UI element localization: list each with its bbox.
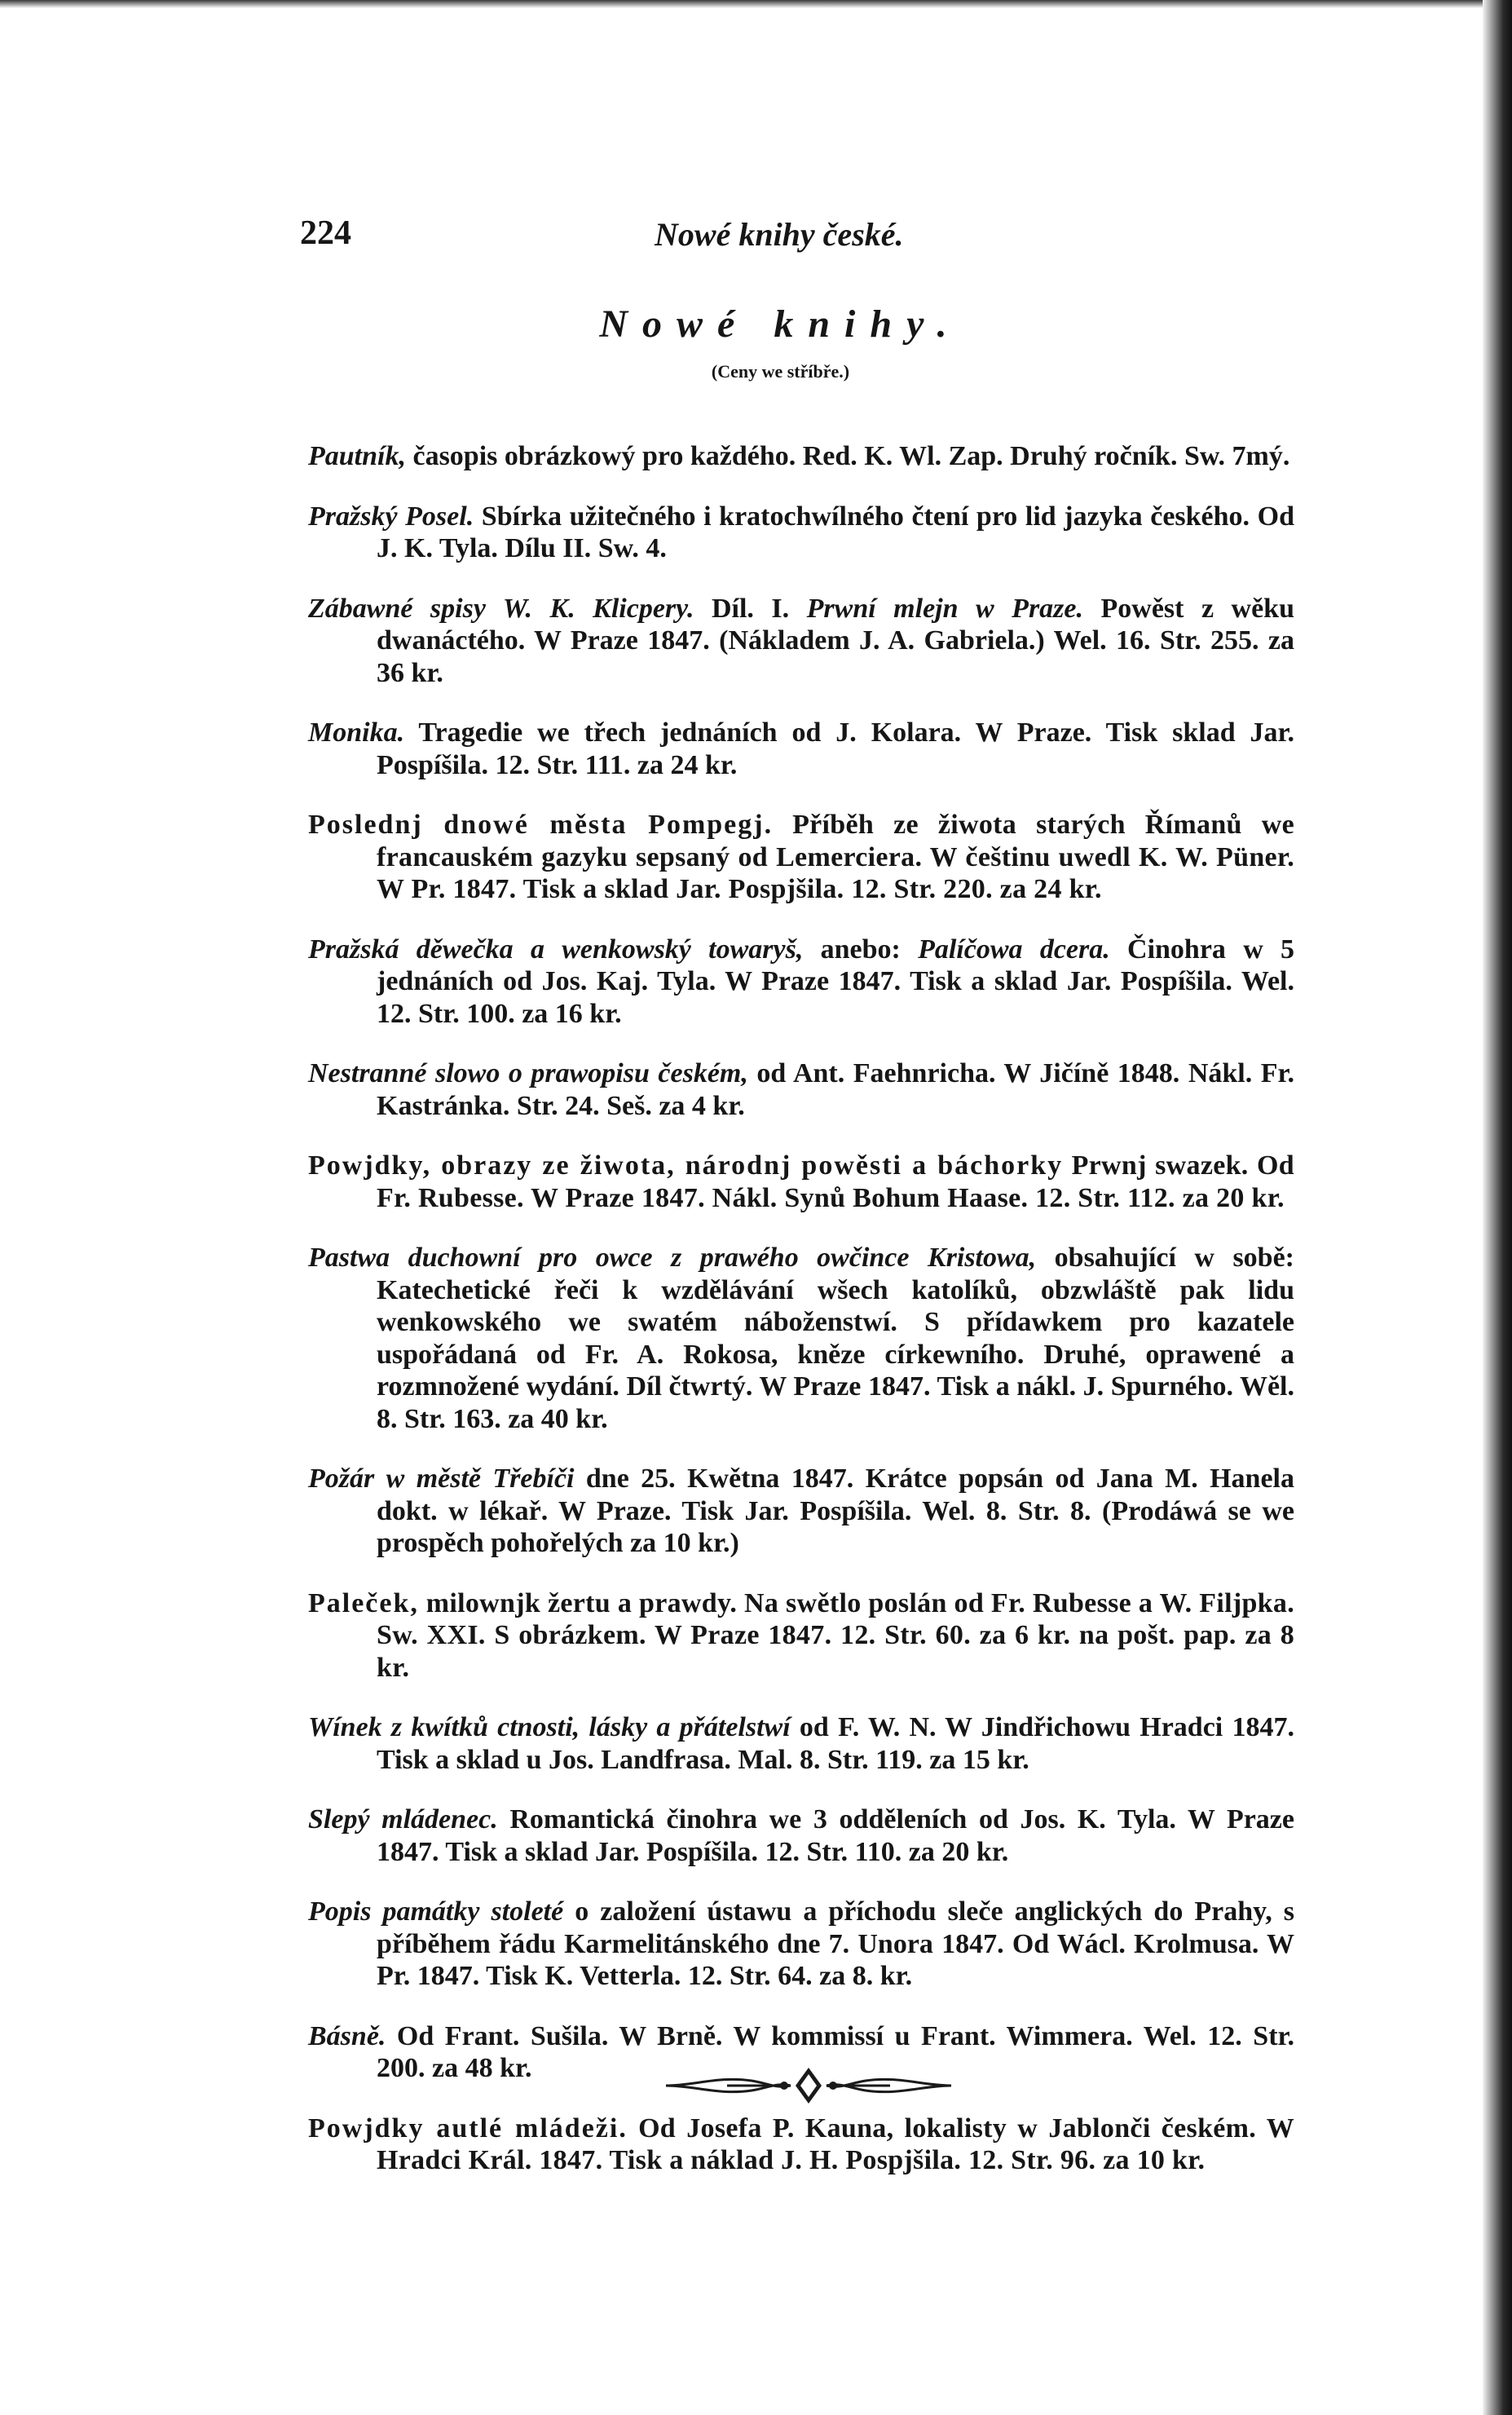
book-title: Powjdky, obrazy ze žiwota, národnj powěsti a báchorky (308, 1150, 1064, 1181)
book-entry (308, 501, 1294, 565)
book-entry (308, 1587, 1294, 1684)
book-details: Prwnj swazek. Od Fr. Rubesse. W Praze 1847. Nákl. Synů Bohum Haase. 12. Str. 112. za 20 kr. (377, 1150, 1294, 1213)
book-entry (308, 934, 1294, 1031)
book-details: Tragedie we třech jednáních od J. Kolara. W Praze. Tisk sklad Jar. Pospíšila. 12. Str. 111. za 24 kr. (377, 717, 1294, 780)
book-details: Romantická činohra we 3 odděleních od Jos. K. Tyla. W Praze 1847. Tisk a sklad Jar. Pospíšila. 12. Str. 110. za 20 kr. (377, 1804, 1294, 1867)
section-title: Nowé knihy. (599, 302, 962, 346)
book-details: Příběh ze žiwota starých Římanů we francauském gazyku sepsaný od Lemerciera. W češtinu uwedl K. W. Püner. W Pr. 1847. Tisk a sklad Jar. Pospjšila. 12. Str. 220. za 24 kr. (377, 810, 1294, 904)
book-title: Pražská děwečka a wenkowský towaryš, (308, 934, 804, 965)
book-entry (308, 440, 1294, 473)
book-title: Zábawné spisy W. K. Klicpery. (308, 593, 694, 624)
book-details: od F. W. N. W Jindřichowu Hradci 1847. Tisk a sklad u Jos. Landfrasa. Mal. 8. Str. 119. za 15 kr. (377, 1712, 1294, 1775)
book-details: od Ant. Faehnricha. W Jičíně 1848. Nákl. Fr. Kastránka. Str. 24. Seš. za 4 kr. (377, 1058, 1295, 1121)
book-title: Monika. (308, 717, 405, 748)
book-title: Básně. (308, 2020, 386, 2051)
book-title: Powjdky autlé mládeži. (308, 2113, 628, 2143)
book-entry (308, 1804, 1294, 1868)
book-subtitle: Palíčowa dcera. (918, 934, 1110, 965)
book-entry (308, 1242, 1294, 1435)
book-entry (308, 717, 1294, 781)
book-entry (308, 593, 1294, 690)
book-title: Pražský Posel. (308, 501, 474, 532)
book-entry (308, 1463, 1294, 1560)
book-title: Popis památky stoleté (308, 1896, 564, 1927)
book-title: Slepý mládenec. (308, 1804, 498, 1834)
book-details: anebo: (803, 934, 919, 965)
book-title: Požár w městě Třebíči (308, 1464, 575, 1494)
book-entry (308, 809, 1294, 906)
book-details-continued: Činohra w 5 jednáních od Jos. Kaj. Tyla. W Praze 1847. Tisk a sklad Jar. Pospíšila. Wel. 12. Str. 100. za 16 kr. (377, 934, 1295, 1029)
book-title: Paleček, (308, 1587, 419, 1618)
prices-note: (Ceny we stříbře.) (711, 361, 850, 382)
book-details: časopis obrázkowý pro každého. Red. K. Wl. Zap. Druhý ročník. Sw. 7mý. (405, 441, 1290, 471)
book-title: Pautník, (308, 441, 406, 471)
book-entry (308, 2113, 1294, 2177)
book-subtitle: Prwní mlejn w Praze. (806, 593, 1083, 624)
book-title: Nestranné slowo o prawopisu českém, (308, 1058, 748, 1088)
book-details: Od Josefa P. Kauna, lokalisty w Jablonči českém. W Hradci Král. 1847. Tisk a náklad J. H. Pospjšila. 12. Str. 96. za 10 kr. (377, 2113, 1294, 2175)
book-details: obsahující w sobě: Katechetické řeči k wzdělávání wšech katolíků, obzwláště pak lidu wenkowského we swatém náboženstwí. S přídawkem pro kazatele uspořádaná od Fr. A. Rokosa, kněze církewního. Druhé, oprawené a rozmnožené wydání. Díl čtwrtý. W Praze 1847. Tisk a nákl. J. Spurného. Wěl. 8. Str. 163. za 40 kr. (377, 1243, 1294, 1434)
book-details: Sbírka užitečného i kratochwílného čtení pro lid jazyka českého. Od J. K. Tyla. Dílu II. Sw. 4. (377, 501, 1295, 563)
book-details: dne 25. Kwětna 1847. Krátce popsán od Jana M. Hanela dokt. w lékař. W Praze. Tisk Jar. Pospíšila. Wel. 8. Str. 8. (Prodáwá se we prospěch pohořelých za 10 kr.) (377, 1464, 1294, 1558)
book-title: Pastwa duchowní pro owce z prawého owčince Kristowa, (308, 1243, 1037, 1273)
book-entry (308, 1150, 1294, 1214)
decorative-flourish-icon (662, 2061, 955, 2110)
book-list (308, 413, 1294, 2195)
scan-top-shadow (0, 0, 1512, 8)
book-entry (308, 1896, 1294, 1993)
book-details: Od Frant. Sušila. W Brně. W kommissí u Frant. Wimmera. Wel. 12. Str. 200. za 48 kr. (377, 2020, 1294, 2083)
book-entry (308, 1711, 1294, 1776)
book-title: Wínek z kwítků ctnosti, lásky a přátelstwí (308, 1712, 791, 1742)
book-details: milownjk žertu a prawdy. Na swětlo poslán od Fr. Rubesse a W. Filjpka. Sw. XXI. S obrázkem. W Praze 1847. 12. Str. 60. za 6 kr. na pošt. pap. za 8 kr. (377, 1587, 1294, 1683)
page-number: 224 (300, 214, 351, 252)
book-title: Poslednj dnowé města Pompegj. (308, 810, 774, 840)
running-title: Nowé knihy české. (655, 216, 904, 253)
page-header (300, 214, 1319, 263)
book-details: Díl. I. (694, 593, 807, 624)
book-details: o založení ústawu a příchodu sleče anglických do Prahy, s příběhem řádu Karmelitánského dne 7. Unora 1847. Od Wácl. Krolmusa. W Pr. 1847. Tisk K. Vetterla. 12. Str. 64. za 8. kr. (377, 1896, 1294, 1991)
book-entry (308, 1057, 1294, 1122)
book-details-continued: Powěst z wěku dwanáctého. W Praze 1847. (Nákladem J. A. Gabriela.) Wel. 16. Str. 255. za 36 kr. (377, 593, 1294, 688)
